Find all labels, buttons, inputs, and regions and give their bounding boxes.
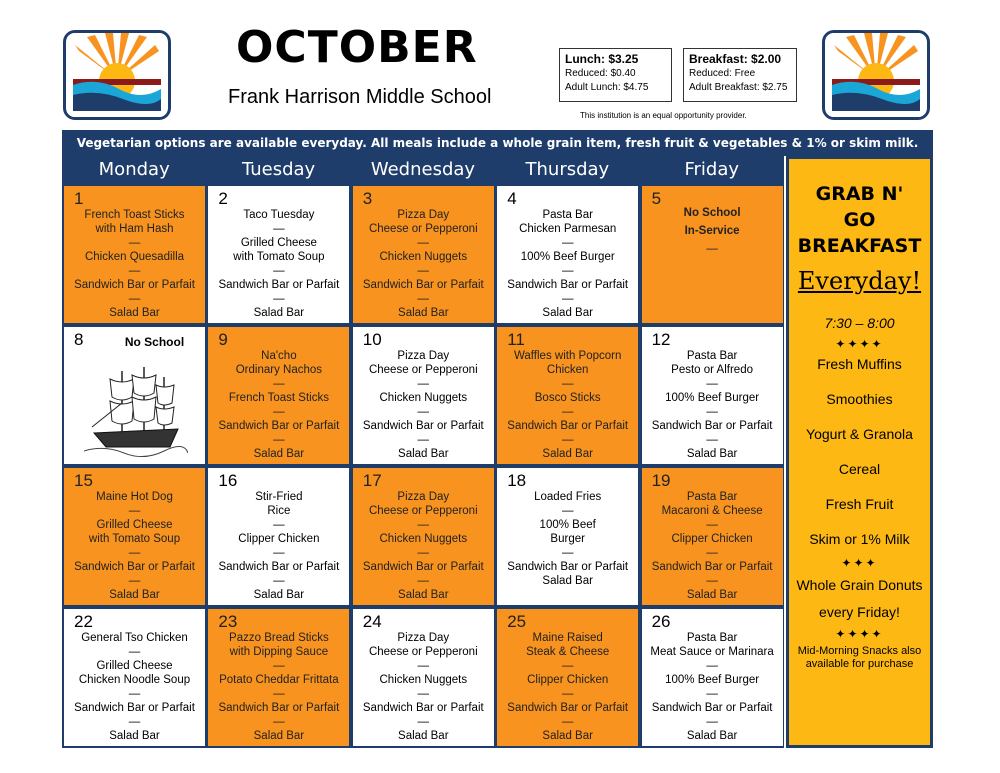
menu-line: Chicken: [546, 364, 589, 376]
menu-line: 100% Beef Burger: [665, 674, 760, 686]
menu-line: —: [561, 716, 574, 728]
menu-line: Pizza Day: [397, 209, 450, 221]
menu-line: —: [273, 293, 285, 305]
menu-line: —: [561, 505, 574, 517]
day-cell: [208, 609, 349, 746]
weekday-friday: Friday: [684, 159, 740, 180]
day-cell: [642, 186, 783, 323]
grab-title-line2: GO: [843, 209, 876, 231]
menu-line: —: [417, 406, 430, 418]
date-number: 12: [651, 330, 671, 349]
menu-line: Grilled Cheese: [96, 660, 173, 672]
menu-line: —: [561, 378, 574, 390]
menu-line: Sandwich Bar or Parfait: [362, 279, 484, 291]
menu-line: —: [273, 575, 285, 587]
menu-line: Maine Hot Dog: [96, 491, 173, 503]
menu-line: Chicken Parmesan: [519, 223, 617, 235]
menu-line: No School: [124, 335, 185, 349]
menu-line: —: [561, 547, 574, 559]
day-cell: [353, 327, 494, 464]
school-logo-left: [63, 30, 171, 120]
menu-line: —: [417, 547, 430, 559]
menu-line: Sandwich Bar or Parfait: [507, 420, 629, 432]
menu-items: [64, 208, 205, 320]
menu-line: Rice: [267, 505, 291, 517]
menu-line: 100% Beef Burger: [665, 392, 760, 404]
menu-line: Chicken Noodle Soup: [78, 674, 191, 686]
menu-line: —: [706, 406, 718, 418]
menu-line: Salad Bar: [398, 307, 449, 319]
menu-line: —: [128, 646, 141, 658]
menu-items: [642, 631, 783, 743]
menu-line: —: [706, 378, 718, 390]
menu-items: [497, 490, 638, 588]
menu-line: —: [706, 716, 718, 728]
breakfast-items: [789, 355, 930, 548]
menu-line: —: [706, 660, 718, 672]
menu-line: Clipper Chicken: [527, 674, 609, 686]
menu-line: —: [706, 575, 718, 587]
menu-line: Cheese or Pepperoni: [368, 505, 478, 517]
menu-line: Salad Bar: [686, 589, 738, 601]
menu-items: [353, 208, 494, 320]
menu-line: —: [273, 688, 285, 700]
menu-line: —: [128, 265, 141, 277]
menu-line: with Ham Hash: [95, 223, 174, 235]
day-cell: [64, 468, 205, 605]
month-title: OCTOBER: [236, 22, 478, 73]
date-number: 26: [651, 612, 671, 631]
menu-line: Sandwich Bar or Parfait: [507, 279, 629, 291]
menu-line: 100% Beef Burger: [520, 251, 615, 263]
day-cell: [208, 327, 349, 464]
menu-line: Cheese or Pepperoni: [368, 223, 478, 235]
breakfast-adult: Adult Breakfast: $2.75: [689, 82, 788, 93]
menu-line: —: [561, 688, 574, 700]
weekday-thursday: Thursday: [525, 159, 610, 180]
date-number: 18: [507, 471, 527, 490]
menu-line: Sandwich Bar or Parfait: [218, 702, 340, 714]
date-number: 17: [362, 471, 382, 490]
menu-line: Pasta Bar: [542, 209, 593, 221]
menu-line: —: [128, 547, 141, 559]
date-number: 15: [74, 471, 93, 490]
breakfast-item: Yogurt & Granola: [806, 426, 913, 442]
day-cell: [353, 186, 494, 323]
school-logo-right: [822, 30, 930, 120]
menu-line: Salad Bar: [253, 730, 305, 742]
donuts-line2: every Friday!: [819, 604, 900, 620]
menu-line: Salad Bar: [253, 589, 305, 601]
menu-line: Ordinary Nachos: [235, 364, 323, 376]
donuts-line1: Whole Grain Donuts: [796, 577, 923, 593]
school-name: Frank Harrison Middle School: [228, 86, 492, 108]
menu-line: —: [273, 265, 285, 277]
menu-line: —: [561, 406, 574, 418]
menu-line: Salad Bar: [109, 589, 160, 601]
menu-line: Salad Bar: [398, 589, 449, 601]
sailing-ship-icon: [84, 363, 188, 459]
breakfast-hours: 7:30 – 8:00: [824, 315, 895, 331]
weekday-monday: Monday: [98, 159, 170, 180]
menu-line: Bosco Sticks: [534, 392, 601, 404]
day-cell: [64, 327, 205, 464]
menu-items: [642, 490, 783, 602]
vegetarian-banner: Vegetarian options are available everyday. All meals include a whole grain item, fresh fruit & vegetables & 1% or skim milk.: [62, 130, 933, 156]
menu-line: —: [273, 519, 285, 531]
menu-line: Waffles with Popcorn: [513, 350, 622, 362]
menu-line: —: [561, 237, 574, 249]
breakfast-item: Skim or 1% Milk: [809, 531, 910, 547]
menu-line: Sandwich Bar or Parfait: [651, 702, 773, 714]
menu-line: Sandwich Bar or Parfait: [362, 420, 484, 432]
menu-line: —: [417, 293, 430, 305]
menu-line: Clipper Chicken: [671, 533, 753, 545]
menu-line: —: [273, 223, 285, 235]
menu-line: Chicken Nuggets: [379, 674, 468, 686]
menu-line: Pasta Bar: [686, 491, 738, 503]
menu-items: [64, 490, 205, 602]
menu-line: Pasta Bar: [686, 350, 738, 362]
day-cell: [64, 609, 205, 746]
menu-line: Sandwich Bar or Parfait: [507, 702, 629, 714]
menu-line: No School: [683, 207, 741, 219]
menu-line: —: [273, 406, 285, 418]
menu-line: Salad Bar: [542, 575, 593, 587]
lunch-reduced: Reduced: $0.40: [565, 68, 636, 79]
menu-line: Salad Bar: [109, 307, 160, 319]
menu-line: —: [417, 688, 430, 700]
day-cell: [642, 327, 783, 464]
menu-line: Pizza Day: [397, 632, 450, 644]
menu-items: [642, 349, 783, 461]
menu-items: [353, 349, 494, 461]
menu-line: Sandwich Bar or Parfait: [218, 420, 340, 432]
menu-line: —: [128, 575, 141, 587]
date-number: 4: [507, 189, 517, 208]
menu-line: —: [273, 547, 285, 559]
date-number: 16: [218, 471, 238, 490]
lunch-adult: Adult Lunch: $4.75: [565, 82, 649, 93]
menu-line: Sandwich Bar or Parfait: [74, 279, 195, 291]
menu-line: Chicken Nuggets: [379, 392, 468, 404]
sunset-wave-icon: [66, 33, 168, 117]
menu-line: —: [417, 378, 430, 390]
menu-items: [642, 206, 783, 256]
menu-items: [208, 490, 349, 602]
menu-line: Grilled Cheese: [240, 237, 317, 249]
menu-line: Salad Bar: [542, 448, 593, 460]
menu-items: [208, 208, 349, 320]
menu-items: [353, 490, 494, 602]
menu-line: —: [417, 434, 430, 446]
weekday-wednesday: Wednesday: [370, 159, 476, 180]
menu-line: —: [706, 688, 718, 700]
menu-line: Maine Raised: [532, 632, 603, 644]
menu-items: [104, 335, 205, 349]
menu-line: Pizza Day: [397, 350, 450, 362]
day-cell: [353, 468, 494, 605]
menu-line: Sandwich Bar or Parfait: [74, 561, 195, 573]
menu-line: Clipper Chicken: [238, 533, 320, 545]
star-divider: ✦✦✦: [841, 556, 878, 570]
menu-line: Sandwich Bar or Parfait: [651, 561, 773, 573]
menu-line: Salad Bar: [253, 448, 305, 460]
menu-line: Chicken Nuggets: [379, 251, 468, 263]
menu-line: Na'cho: [261, 350, 297, 362]
menu-line: —: [561, 293, 574, 305]
menu-line: Cheese or Pepperoni: [368, 646, 478, 658]
menu-line: —: [417, 716, 430, 728]
date-number: 24: [362, 612, 382, 631]
day-cell: [64, 186, 205, 323]
menu-line: Sandwich Bar or Parfait: [651, 420, 773, 432]
day-cell: [497, 186, 638, 323]
menu-line: Salad Bar: [542, 307, 593, 319]
day-cell: [497, 468, 638, 605]
lunch-price: Lunch: $3.25: [565, 52, 639, 66]
menu-line: —: [273, 378, 285, 390]
breakfast-item: Smoothies: [826, 391, 893, 407]
menu-line: Stir-Fried: [255, 491, 303, 503]
menu-line: —: [273, 716, 285, 728]
sunset-wave-icon: [825, 33, 927, 117]
star-divider: ✦✦✦✦: [835, 337, 884, 351]
menu-calendar-grid: [62, 156, 784, 748]
menu-line: Burger: [550, 533, 585, 545]
menu-items: [208, 631, 349, 743]
snacks-line1: Mid-Morning Snacks also: [797, 645, 922, 657]
day-cell: [208, 186, 349, 323]
grab-n-go-title: [789, 181, 930, 259]
lunch-price-box: [559, 48, 672, 102]
date-number: 3: [362, 189, 373, 208]
menu-line: Sandwich Bar or Parfait: [218, 561, 340, 573]
menu-line: —: [417, 660, 430, 672]
menu-line: —: [273, 660, 285, 672]
menu-line: Sandwich Bar or Parfait: [218, 279, 340, 291]
menu-line: Macaroni & Cheese: [661, 505, 763, 517]
menu-line: Salad Bar: [542, 730, 593, 742]
menu-line: —: [273, 434, 285, 446]
menu-line: General Tso Chicken: [81, 632, 188, 644]
breakfast-item: Cereal: [838, 461, 881, 477]
menu-line: Cheese or Pepperoni: [368, 364, 478, 376]
menu-line: —: [706, 243, 718, 255]
menu-line: —: [128, 505, 141, 517]
menu-line: Chicken Nuggets: [379, 533, 468, 545]
snacks-line2: available for purchase: [805, 658, 914, 670]
date-number: 9: [218, 330, 228, 349]
menu-line: Pesto or Alfredo: [671, 364, 753, 376]
date-number: 5: [651, 189, 662, 208]
day-cell: [208, 468, 349, 605]
menu-line: Grilled Cheese: [96, 519, 173, 531]
menu-line: —: [128, 688, 141, 700]
breakfast-item: Fresh Fruit: [825, 496, 894, 512]
breakfast-sidebar: [786, 156, 933, 748]
menu-line: Sandwich Bar or Parfait: [507, 561, 629, 573]
equal-opportunity-note: This institution is an equal opportunity provider.: [580, 111, 747, 120]
menu-line: Sandwich Bar or Parfait: [362, 561, 484, 573]
grab-title-line1: GRAB N': [815, 183, 904, 205]
menu-line: Sandwich Bar or Parfait: [74, 702, 195, 714]
menu-line: Salad Bar: [686, 448, 738, 460]
date-number: 10: [362, 330, 382, 349]
menu-line: Salad Bar: [398, 448, 449, 460]
day-cell: [642, 609, 783, 746]
menu-line: Taco Tuesday: [243, 209, 315, 221]
breakfast-panel: [789, 159, 930, 745]
menu-line: —: [561, 660, 574, 672]
menu-line: French Toast Sticks: [228, 392, 329, 404]
day-cell: [497, 327, 638, 464]
weekday-header: [62, 156, 784, 184]
date-number: 8: [74, 330, 84, 349]
breakfast-price-box: [683, 48, 797, 102]
breakfast-price: Breakfast: $2.00: [689, 52, 782, 66]
menu-line: Meat Sauce or Marinara: [650, 646, 774, 658]
menu-line: Pazzo Bread Sticks: [229, 632, 329, 644]
menu-items: [497, 349, 638, 461]
day-cell: [353, 609, 494, 746]
date-number: 23: [218, 612, 238, 631]
menu-items: [497, 208, 638, 320]
menu-line: —: [417, 265, 430, 277]
menu-line: —: [561, 434, 574, 446]
menu-items: [353, 631, 494, 743]
menu-items: [497, 631, 638, 743]
menu-line: Sandwich Bar or Parfait: [362, 702, 484, 714]
menu-line: 100% Beef: [539, 519, 596, 531]
menu-line: Salad Bar: [253, 307, 305, 319]
menu-line: —: [128, 293, 141, 305]
date-number: 11: [507, 330, 525, 349]
date-number: 25: [507, 612, 527, 631]
day-cell: [642, 468, 783, 605]
menu-line: Potato Cheddar Frittata: [219, 674, 339, 686]
date-number: 22: [74, 612, 93, 631]
menu-line: —: [706, 519, 718, 531]
date-number: 2: [218, 189, 228, 208]
menu-line: —: [417, 519, 430, 531]
star-divider: ✦✦✦✦: [835, 627, 884, 641]
menu-line: Salad Bar: [109, 730, 160, 742]
menu-line: with Dipping Sauce: [229, 646, 329, 658]
menu-line: —: [417, 237, 430, 249]
menu-line: Salad Bar: [398, 730, 449, 742]
menu-line: French Toast Sticks: [84, 209, 185, 221]
everyday-label: Everyday!: [797, 267, 922, 295]
menu-line: Pasta Bar: [686, 632, 738, 644]
menu-line: In-Service: [684, 225, 740, 237]
menu-line: Chicken Quesadilla: [84, 251, 185, 263]
menu-line: —: [128, 716, 141, 728]
weekday-tuesday: Tuesday: [241, 159, 316, 180]
menu-line: —: [417, 575, 430, 587]
day-cell: [497, 609, 638, 746]
menu-line: —: [706, 547, 718, 559]
menu-line: Pizza Day: [397, 491, 450, 503]
grab-title-line3: BREAKFAST: [797, 235, 922, 257]
date-number: 19: [651, 471, 671, 490]
breakfast-reduced: Reduced: Free: [689, 68, 756, 79]
menu-line: —: [706, 434, 718, 446]
menu-items: [64, 631, 205, 743]
breakfast-item: Fresh Muffins: [817, 356, 902, 372]
menu-line: with Tomato Soup: [233, 251, 325, 263]
menu-line: —: [561, 265, 574, 277]
menu-line: with Tomato Soup: [88, 533, 181, 545]
menu-items: [208, 349, 349, 461]
date-number: 1: [74, 189, 84, 208]
menu-line: Loaded Fries: [534, 491, 602, 503]
menu-line: Steak & Cheese: [526, 646, 610, 658]
menu-line: Salad Bar: [686, 730, 738, 742]
menu-line: —: [128, 237, 141, 249]
